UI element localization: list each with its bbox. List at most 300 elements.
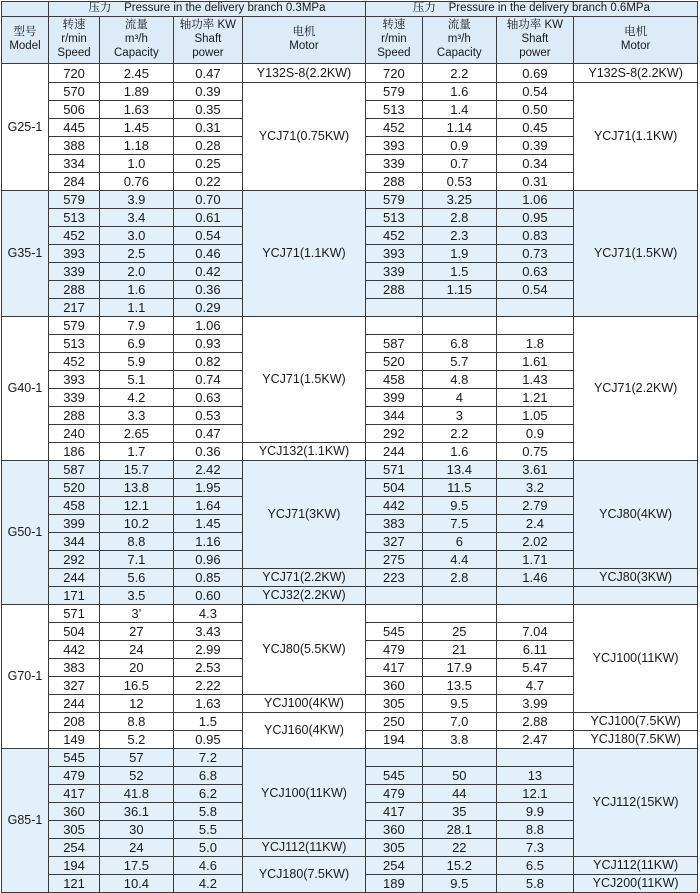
left-speed-cell: 149	[49, 731, 100, 749]
right-speed-cell: 579	[365, 191, 422, 209]
right-power-cell: 12.1	[496, 785, 574, 803]
right-speed-cell: 545	[365, 767, 422, 785]
left-power-cell: 5.5	[173, 821, 242, 839]
right-motor-cell: YCJ71(2.2KW)	[574, 317, 698, 461]
model-corner-cell	[2, 2, 49, 17]
pressure-header-row	[2, 2, 698, 17]
left-speed-cell: 360	[49, 803, 100, 821]
left-power-cell: 0.82	[173, 353, 242, 371]
right-flow-cell: 3	[423, 407, 497, 425]
left-flow-cell: 8.8	[100, 713, 174, 731]
right-power-cell: 13	[496, 767, 574, 785]
left-speed-cell: 399	[49, 515, 100, 533]
right-power-cell: 0.73	[496, 245, 574, 263]
left-flow-cell: 3.3	[100, 407, 174, 425]
left-power-cell: 0.28	[173, 137, 242, 155]
right-speed-cell: 452	[365, 227, 422, 245]
right-power-cell: 0.50	[496, 101, 574, 119]
left-flow-cell: 36.1	[100, 803, 174, 821]
left-speed-cell: 452	[49, 227, 100, 245]
left-power-cell: 1.06	[173, 317, 242, 335]
table-body	[2, 64, 698, 893]
right-flow-cell: 6	[423, 533, 497, 551]
left-power-cell: 0.42	[173, 263, 242, 281]
model-cell: G70-1	[2, 605, 49, 749]
right-power-cell: 1.43	[496, 371, 574, 389]
right-flow-cell: 5.7	[423, 353, 497, 371]
right-speed-cell: 579	[365, 83, 422, 101]
left-flow-cell: 24	[100, 839, 174, 857]
right-power-cell	[496, 605, 574, 623]
left-speed-cell: 571	[49, 605, 100, 623]
left-speed-cell: 520	[49, 479, 100, 497]
left-motor-cell: YCJ160(4KW)	[243, 713, 366, 749]
right-speed-cell: 504	[365, 479, 422, 497]
right-speed-cell: 720	[365, 64, 422, 83]
left-flow-cell: 3.4	[100, 209, 174, 227]
right-speed-cell: 393	[365, 137, 422, 155]
left-speed-cell: 288	[49, 281, 100, 299]
right-flow-cell: 4.8	[423, 371, 497, 389]
right-motor-cell: YCJ112(11KW)	[574, 857, 698, 875]
right-pressure-cn: 压力	[412, 2, 436, 15]
right-speed-cell: 305	[365, 839, 422, 857]
power-en1: Shaft	[521, 33, 549, 46]
model-cell: G85-1	[2, 749, 49, 893]
right-speed-cell	[365, 317, 422, 335]
left-flow-cell: 12.1	[100, 497, 174, 515]
right-flow-cell: 35	[423, 803, 497, 821]
left-flow-cell: 5.6	[100, 569, 174, 587]
right-speed-cell: 513	[365, 101, 422, 119]
left-power-cell: 2.99	[173, 641, 242, 659]
right-power-cell: 6.11	[496, 641, 574, 659]
left-flow-cell: 20	[100, 659, 174, 677]
table-row	[2, 64, 698, 83]
left-power-cell: 1.45	[173, 515, 242, 533]
right-power-cell: 2.4	[496, 515, 574, 533]
right-motor-cell: YCJ180(7.5KW)	[574, 731, 698, 749]
left-flow-cell: 3’	[100, 605, 174, 623]
right-speed-cell: 339	[365, 155, 422, 173]
flow-unit: m³/h	[447, 33, 471, 46]
model-header-en: Model	[9, 40, 41, 52]
right-power-cell	[496, 317, 574, 335]
left-flow-cell: 12	[100, 695, 174, 713]
right-flow-cell: 7.0	[423, 713, 497, 731]
left-flow-cell: 2.65	[100, 425, 174, 443]
left-flow-cell: 1.45	[100, 119, 174, 137]
left-flow-cell: 41.8	[100, 785, 174, 803]
left-power-cell: 0.95	[173, 731, 242, 749]
left-power-cell: 0.96	[173, 551, 242, 569]
left-motor-cell: YCJ71(0.75KW)	[243, 83, 366, 191]
right-power-cell: 0.39	[496, 137, 574, 155]
right-speed-cell: 442	[365, 497, 422, 515]
left-power-cell: 0.74	[173, 371, 242, 389]
right-speed-cell: 292	[365, 425, 422, 443]
right-power-cell: 0.54	[496, 281, 574, 299]
left-speed-cell: 587	[49, 461, 100, 479]
right-power-cell: 1.06	[496, 191, 574, 209]
left-flow-cell: 5.2	[100, 731, 174, 749]
right-speed-cell: 417	[365, 803, 422, 821]
right-power-cell: 1.05	[496, 407, 574, 425]
left-power-cell: 6.8	[173, 767, 242, 785]
model-cell: G35-1	[2, 191, 49, 317]
right-flow-cell: 2.8	[423, 209, 497, 227]
right-power-cell: 1.61	[496, 353, 574, 371]
right-flow-cell: 28.1	[423, 821, 497, 839]
left-flow-cell: 8.8	[100, 533, 174, 551]
left-flow-cell: 2.0	[100, 263, 174, 281]
right-speed-cell	[365, 605, 422, 623]
right-speed-cell: 223	[365, 569, 422, 587]
right-flow-cell: 7.5	[423, 515, 497, 533]
table-row	[2, 749, 698, 767]
right-flow-cell: 4.4	[423, 551, 497, 569]
right-speed-cell: 250	[365, 713, 422, 731]
right-flow-cell: 1.5	[423, 263, 497, 281]
right-motor-cell: YCJ100(11KW)	[574, 605, 698, 713]
speed-cn: 转速	[62, 19, 86, 32]
left-pressure-label: Pressure in the delivery branch 0.3MPa	[124, 2, 326, 15]
right-power-cell	[496, 587, 574, 605]
column-header-row	[2, 17, 698, 64]
left-speed-cell: 217	[49, 299, 100, 317]
left-speed-cell: 288	[49, 407, 100, 425]
right-power-cell: 2.47	[496, 731, 574, 749]
flow-cn: 流量	[124, 19, 148, 32]
left-speed-cell: 506	[49, 101, 100, 119]
left-speed-cell: 570	[49, 83, 100, 101]
left-speed-cell: 383	[49, 659, 100, 677]
left-power-cell: 1.5	[173, 713, 242, 731]
model-cell: G50-1	[2, 461, 49, 605]
right-motor-cell: YCJ100(7.5KW)	[574, 713, 698, 731]
left-speed-cell: 579	[49, 191, 100, 209]
right-speed-cell: 545	[365, 623, 422, 641]
left-motor-cell: YCJ112(11KW)	[243, 839, 366, 857]
left-flow-header	[100, 17, 174, 64]
right-flow-cell: 6.8	[423, 335, 497, 353]
right-power-cell: 0.54	[496, 83, 574, 101]
right-power-cell: 8.8	[496, 821, 574, 839]
table-row	[2, 569, 698, 587]
left-power-cell: 2.22	[173, 677, 242, 695]
right-flow-cell: 1.9	[423, 245, 497, 263]
left-speed-cell: 292	[49, 551, 100, 569]
left-flow-cell: 5.1	[100, 371, 174, 389]
speed-cn: 转速	[382, 19, 406, 32]
right-motor-cell: YCJ80(4KW)	[574, 461, 698, 569]
left-speed-cell: 442	[49, 641, 100, 659]
right-flow-cell: 4	[423, 389, 497, 407]
left-motor-cell: YCJ80(5.5KW)	[243, 605, 366, 695]
right-flow-cell: 3.25	[423, 191, 497, 209]
speed-en: Speed	[57, 46, 91, 59]
motor-en: Motor	[620, 40, 651, 52]
right-speed-cell: 360	[365, 677, 422, 695]
right-speed-cell: 327	[365, 533, 422, 551]
left-speed-cell: 240	[49, 425, 100, 443]
left-power-cell: 0.47	[173, 64, 242, 83]
left-power-cell: 7.2	[173, 749, 242, 767]
right-power-cell: 3.99	[496, 695, 574, 713]
left-power-cell: 0.29	[173, 299, 242, 317]
left-speed-cell: 339	[49, 389, 100, 407]
left-power-cell: 0.54	[173, 227, 242, 245]
right-flow-cell: 2.2	[423, 64, 497, 83]
right-motor-cell	[574, 587, 698, 605]
left-power-cell: 1.64	[173, 497, 242, 515]
right-flow-cell: 22	[423, 839, 497, 857]
right-speed-cell: 275	[365, 551, 422, 569]
flow-unit: m³/h	[124, 33, 148, 46]
left-power-cell: 5.0	[173, 839, 242, 857]
right-speed-cell: 383	[365, 515, 422, 533]
right-speed-cell: 513	[365, 209, 422, 227]
right-flow-cell: 25	[423, 623, 497, 641]
right-power-header	[496, 17, 574, 64]
left-speed-cell: 452	[49, 353, 100, 371]
right-power-cell: 0.69	[496, 64, 574, 83]
left-speed-cell: 327	[49, 677, 100, 695]
right-power-cell: 7.04	[496, 623, 574, 641]
right-speed-cell: 254	[365, 857, 422, 875]
left-motor-cell: YCJ71(3KW)	[243, 461, 366, 569]
right-flow-cell: 9.5	[423, 695, 497, 713]
right-flow-cell: 13.5	[423, 677, 497, 695]
right-speed-cell: 587	[365, 335, 422, 353]
left-pressure-cn: 压力	[88, 2, 112, 15]
left-speed-cell: 393	[49, 371, 100, 389]
right-flow-cell: 1.4	[423, 101, 497, 119]
left-flow-cell: 1.18	[100, 137, 174, 155]
right-power-cell: 0.45	[496, 119, 574, 137]
left-motor-cell: YCJ100(4KW)	[243, 695, 366, 713]
left-power-cell: 4.3	[173, 605, 242, 623]
left-flow-cell: 3.5	[100, 587, 174, 605]
left-flow-cell: 16.5	[100, 677, 174, 695]
right-motor-cell: YCJ71(1.5KW)	[574, 191, 698, 317]
right-power-cell: 0.9	[496, 425, 574, 443]
right-flow-cell: 11.5	[423, 479, 497, 497]
right-speed-cell: 479	[365, 641, 422, 659]
left-power-cell: 0.25	[173, 155, 242, 173]
right-flow-cell: 21	[423, 641, 497, 659]
power-cn: 轴功率 KW	[179, 19, 237, 32]
left-flow-cell: 57	[100, 749, 174, 767]
left-flow-cell: 10.2	[100, 515, 174, 533]
right-speed-cell	[365, 299, 422, 317]
left-speed-cell: 244	[49, 569, 100, 587]
power-cn: 轴功率 KW	[506, 19, 564, 32]
power-en2: power	[519, 46, 551, 59]
table-row	[2, 713, 698, 731]
left-power-header	[173, 17, 242, 64]
left-power-cell: 0.36	[173, 443, 242, 461]
motor-cn: 电机	[292, 26, 316, 39]
right-power-cell: 4.7	[496, 677, 574, 695]
left-flow-cell: 4.2	[100, 389, 174, 407]
left-speed-cell: 579	[49, 317, 100, 335]
right-speed-cell: 339	[365, 263, 422, 281]
table-row	[2, 317, 698, 335]
left-power-cell: 4.2	[173, 875, 242, 893]
motor-en: Motor	[289, 40, 319, 52]
left-speed-cell: 194	[49, 857, 100, 875]
left-power-cell: 0.22	[173, 173, 242, 191]
right-power-cell: 3.61	[496, 461, 574, 479]
left-flow-cell: 1.89	[100, 83, 174, 101]
right-flow-cell	[423, 299, 497, 317]
left-motor-cell: YCJ71(1.1KW)	[243, 191, 366, 317]
right-power-cell	[496, 299, 574, 317]
right-speed-cell: 399	[365, 389, 422, 407]
right-flow-cell: 13.4	[423, 461, 497, 479]
right-speed-cell: 393	[365, 245, 422, 263]
left-speed-cell: 284	[49, 173, 100, 191]
left-motor-cell: YCJ100(11KW)	[243, 749, 366, 839]
left-power-cell: 2.53	[173, 659, 242, 677]
speed-unit: r/min	[61, 33, 87, 46]
left-motor-cell: YCJ132(1.1KW)	[243, 443, 366, 461]
right-power-cell: 2.02	[496, 533, 574, 551]
left-flow-cell: 27	[100, 623, 174, 641]
left-flow-cell: 3.9	[100, 191, 174, 209]
left-flow-cell: 2.5	[100, 245, 174, 263]
right-power-cell: 5.8	[496, 875, 574, 893]
right-speed-cell: 479	[365, 785, 422, 803]
left-motor-cell: YCJ32(2.2KW)	[243, 587, 366, 605]
left-power-cell: 1.95	[173, 479, 242, 497]
left-power-cell: 0.93	[173, 335, 242, 353]
right-power-cell: 0.95	[496, 209, 574, 227]
right-power-cell: 2.88	[496, 713, 574, 731]
model-header-cn: 型号	[13, 26, 37, 39]
left-speed-cell: 479	[49, 767, 100, 785]
left-flow-cell: 1.1	[100, 299, 174, 317]
left-speed-cell: 513	[49, 335, 100, 353]
left-power-cell: 4.6	[173, 857, 242, 875]
right-speed-cell: 288	[365, 173, 422, 191]
right-flow-cell: 3.8	[423, 731, 497, 749]
right-flow-cell: 0.9	[423, 137, 497, 155]
right-flow-cell: 2.8	[423, 569, 497, 587]
right-power-cell: 0.83	[496, 227, 574, 245]
left-power-cell: 2.42	[173, 461, 242, 479]
left-speed-cell: 254	[49, 839, 100, 857]
right-power-cell: 2.79	[496, 497, 574, 515]
left-flow-cell: 1.63	[100, 101, 174, 119]
left-flow-cell: 52	[100, 767, 174, 785]
left-speed-cell: 720	[49, 64, 100, 83]
right-power-cell: 7.3	[496, 839, 574, 857]
left-flow-cell: 13.8	[100, 479, 174, 497]
left-motor-cell: YCJ71(2.2KW)	[243, 569, 366, 587]
left-flow-cell: 10.4	[100, 875, 174, 893]
right-speed-cell	[365, 749, 422, 767]
left-speed-cell: 445	[49, 119, 100, 137]
right-power-cell: 1.21	[496, 389, 574, 407]
speed-en: Speed	[377, 46, 411, 59]
left-flow-cell: 5.9	[100, 353, 174, 371]
flow-en: Capacity	[114, 46, 159, 59]
left-power-cell: 0.31	[173, 119, 242, 137]
right-motor-cell: YCJ80(3KW)	[574, 569, 698, 587]
right-flow-cell	[423, 749, 497, 767]
left-speed-cell: 305	[49, 821, 100, 839]
left-flow-cell: 1.6	[100, 281, 174, 299]
left-flow-cell: 7.9	[100, 317, 174, 335]
left-power-cell: 0.70	[173, 191, 242, 209]
motor-cn: 电机	[624, 26, 648, 39]
left-speed-cell: 121	[49, 875, 100, 893]
table-row	[2, 83, 698, 101]
right-flow-cell	[423, 587, 497, 605]
pump-performance-table	[1, 1, 698, 893]
right-speed-cell	[365, 587, 422, 605]
right-flow-cell	[423, 605, 497, 623]
table-row	[2, 191, 698, 209]
left-motor-header	[243, 17, 366, 64]
left-speed-cell: 244	[49, 695, 100, 713]
left-speed-cell: 545	[49, 749, 100, 767]
left-power-cell: 0.35	[173, 101, 242, 119]
right-flow-cell: 2.3	[423, 227, 497, 245]
left-power-cell: 0.60	[173, 587, 242, 605]
power-en1: Shaft	[194, 33, 222, 46]
right-speed-cell: 458	[365, 371, 422, 389]
left-flow-cell: 0.76	[100, 173, 174, 191]
right-speed-cell: 189	[365, 875, 422, 893]
left-speed-cell: 208	[49, 713, 100, 731]
right-power-cell: 0.34	[496, 155, 574, 173]
left-power-cell: 0.53	[173, 407, 242, 425]
left-speed-cell: 504	[49, 623, 100, 641]
right-power-cell: 9.9	[496, 803, 574, 821]
right-speed-header	[365, 17, 422, 64]
model-cell: G25-1	[2, 64, 49, 191]
right-speed-cell: 288	[365, 281, 422, 299]
right-flow-cell: 0.7	[423, 155, 497, 173]
right-speed-cell: 417	[365, 659, 422, 677]
right-power-cell: 3.2	[496, 479, 574, 497]
right-motor-cell: YCJ71(1.1KW)	[574, 83, 698, 191]
left-speed-cell: 339	[49, 263, 100, 281]
left-power-cell: 6.2	[173, 785, 242, 803]
right-power-cell: 0.31	[496, 173, 574, 191]
left-power-cell: 3.43	[173, 623, 242, 641]
right-motor-cell: YCJ112(15KW)	[574, 749, 698, 857]
left-speed-cell: 334	[49, 155, 100, 173]
left-speed-cell: 171	[49, 587, 100, 605]
left-flow-cell: 1.0	[100, 155, 174, 173]
right-power-cell: 5.47	[496, 659, 574, 677]
right-flow-cell: 1.15	[423, 281, 497, 299]
left-flow-cell: 15.7	[100, 461, 174, 479]
left-power-cell: 0.36	[173, 281, 242, 299]
right-flow-cell: 50	[423, 767, 497, 785]
left-power-cell: 0.85	[173, 569, 242, 587]
right-pressure-header	[365, 2, 697, 17]
right-flow-cell: 9.5	[423, 875, 497, 893]
flow-en: Capacity	[436, 46, 482, 59]
right-speed-cell: 452	[365, 119, 422, 137]
right-pressure-label: Pressure in the delivery branch 0.6MPa	[448, 2, 650, 15]
right-speed-cell: 194	[365, 731, 422, 749]
